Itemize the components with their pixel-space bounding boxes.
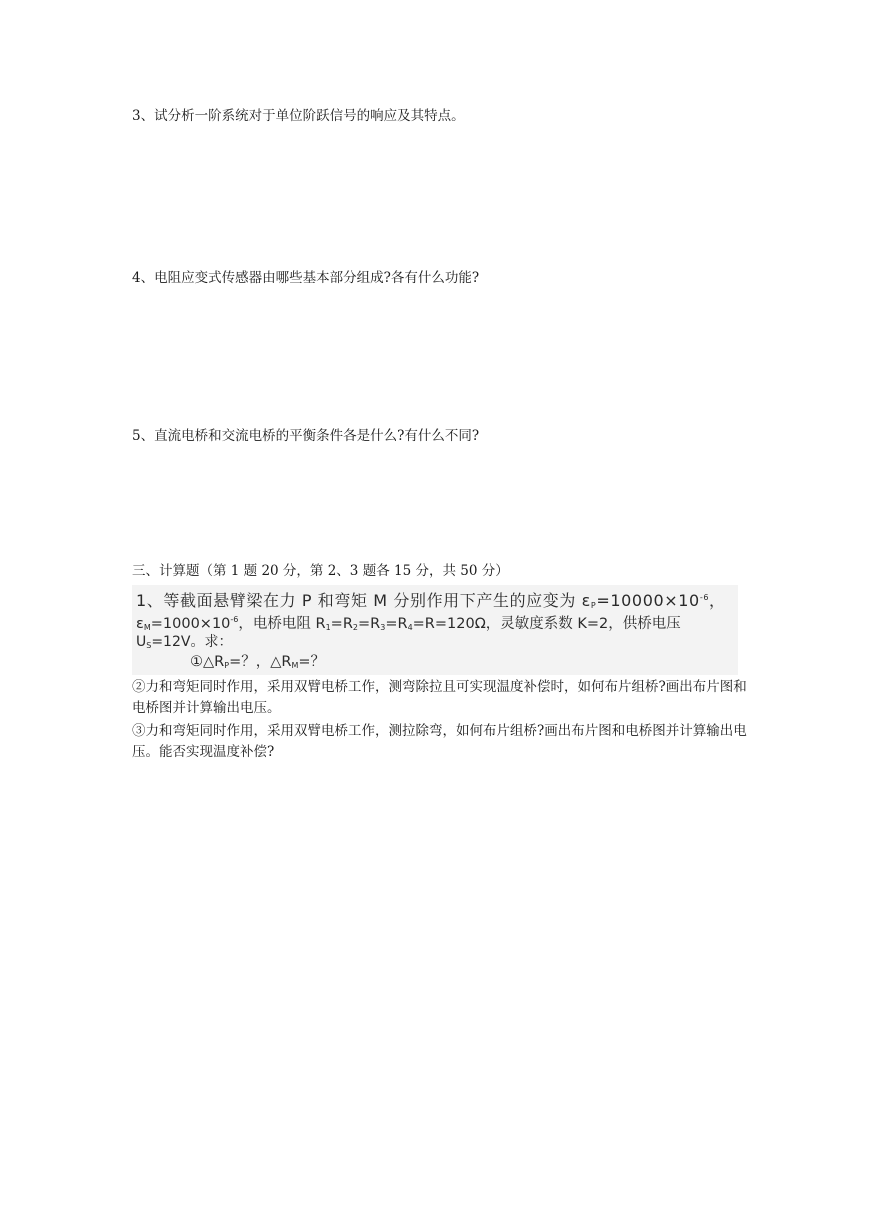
problem-1-line-2: $\varepsilon_M=1000\times 10^{-6}$，电桥电阻 $R_1=R_2=R_3=R_4=R=120\Omega$，灵敏度系数 K=2，供桥电压 <box>136 615 681 632</box>
problem-1-line-1: 1、等截面悬臂梁在力 P 和弯矩 M 分别作用下产生的应变为 $\varepsilon_P=10000\times 10^{-6}$， <box>136 591 726 610</box>
problem-1-statement-image <box>132 585 738 675</box>
problem-1-subquestion-3: ③力和弯矩同时作用，采用双臂电桥工作，测拉除弯，如何布片组桥?画出布片图和电桥图并计算输出电压。能否实现温度补偿? <box>132 723 747 760</box>
section-three-heading: 三、计算题（第 1 题 20 分，第 2、3 题各 15 分，共 50 分） <box>132 563 509 579</box>
problem-1-subquestion-2: ②力和弯矩同时作用，采用双臂电桥工作，测弯除拉且可实现温度补偿时，如何布片组桥?画出布片图和电桥图并计算输出电压。 <box>132 679 747 716</box>
question-3: 3、试分析一阶系统对于单位阶跃信号的响应及其特点。 <box>132 108 465 124</box>
question-4: 4、电阻应变式传感器由哪些基本部分组成?各有什么功能? <box>132 270 480 286</box>
problem-1-subquestion-1: $①\triangle R_P=$？，$\triangle R_M=$？ <box>190 654 326 670</box>
problem-1-line-3: $U_S=12V$。求： <box>136 634 233 650</box>
question-5: 5、直流电桥和交流电桥的平衡条件各是什么?有什么不同? <box>132 428 480 444</box>
